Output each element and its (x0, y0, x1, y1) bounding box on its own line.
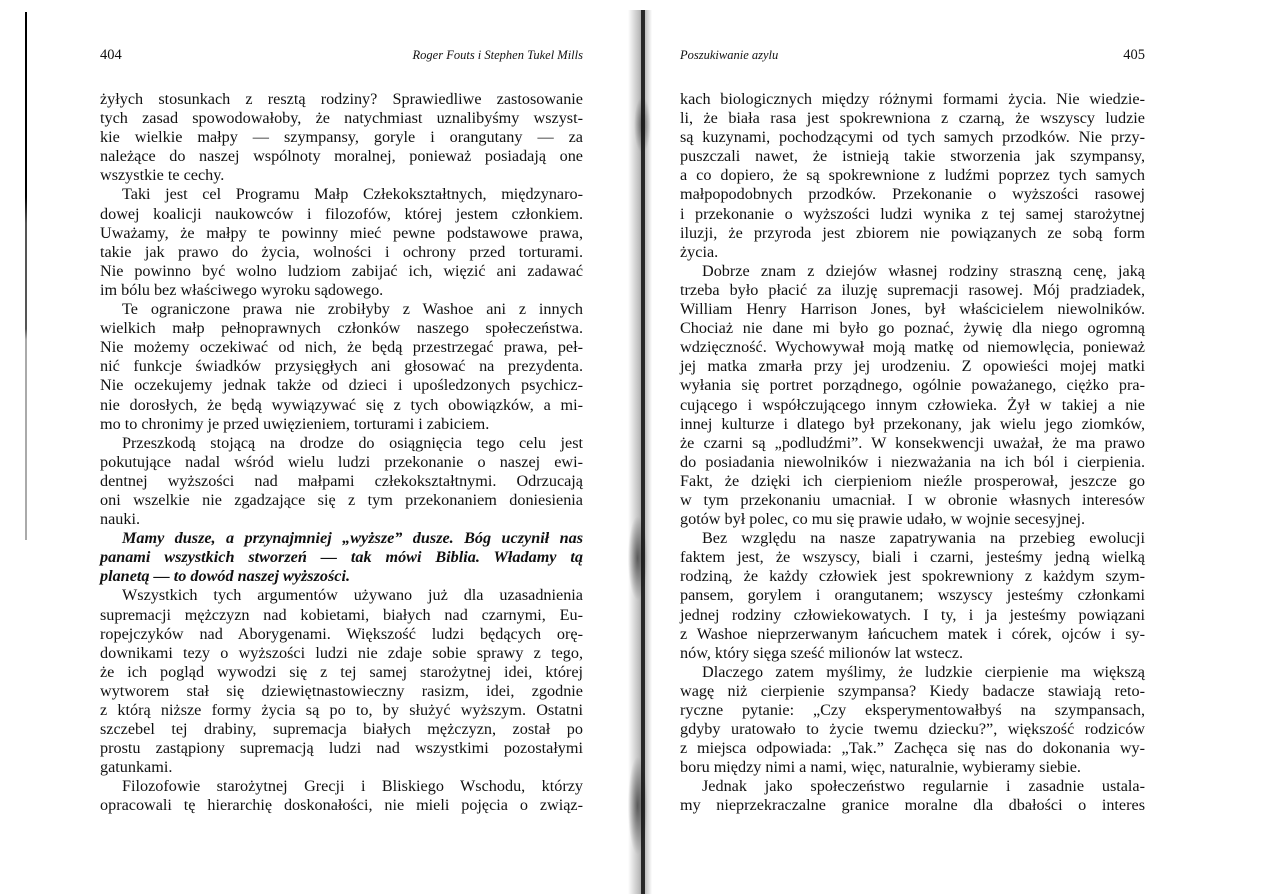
text-line: Te ograniczone prawa nie zrobiłyby z Washoe ani z innych (122, 300, 583, 319)
text-line: Filozofowie starożytnej Grecji i Bliskiego Wschodu, którzy (122, 777, 583, 796)
text-line: Mamy dusze, a przynajmniej „wyższe” dusze. Bóg uczynił nas (122, 529, 583, 548)
text-line: a co dopiero, że są spokrewnione z ludźmi poprzez tych samych (680, 166, 1145, 185)
text-line: im bólu bez właściwego wyroku sądowego. (100, 280, 384, 299)
text-line: są kuzynami, pochodzącymi od tych samych przodków. Nie przy- (680, 128, 1145, 147)
text-line: ropejczyków nad Aborygenami. Większość ludzi będących orę- (100, 624, 583, 643)
text-line: Bez względu na nasze zapatrywania na przebieg ewolucji (702, 529, 1145, 548)
text-line: żyłych stosunkach z resztą rodziny? Sprawiedliwe zastosowanie (100, 90, 583, 108)
text-line: wytworem stał się dziewiętnastowieczny rasizm, idei, zgodnie (100, 681, 583, 700)
right-running-title: Poszukiwanie azylu (680, 48, 779, 62)
text-line: że ich pogląd wywodzi się z tej samej starożytnej idei, której (100, 662, 583, 681)
text-line: nauki. (100, 510, 141, 529)
text-line: iluzji, że przyroda jest zbiorem nie powiązanych ze sobą form (680, 223, 1145, 242)
text-line: William Henry Harrison Jones, był właścicielem niewolników. (680, 300, 1145, 319)
text-line: wagę niż cierpienie szympansa? Kiedy badacze stawiają reto- (680, 681, 1145, 700)
left-running-title: Roger Fouts i Stephen Tukel Mills (412, 48, 583, 62)
text-line: wielkich małp pełnoprawnych członków naszego społeczeństwa. (100, 319, 583, 338)
text-line: tych zasad spowodowałoby, że natychmiast uznalibyśmy wszyst- (100, 109, 583, 128)
text-line: faktem jest, że wszyscy, biali i czarni, jesteśmy jedną wielką (680, 548, 1145, 567)
text-line: kach biologicznych między różnymi formami życia. Nie wiedzie- (680, 90, 1145, 108)
spine-gutter-line (641, 10, 645, 894)
text-line: pokutujące nadal wśród wielu ludzi przekonanie o naszej ewi- (100, 452, 583, 471)
text-line: z miejsca odpowiada: „Tak.” Zachęca się nas do dokonania wy- (680, 739, 1145, 758)
right-running-head (680, 47, 1145, 65)
text-line: wyłania się portret porządnego, ogólnie poważanego, ciężko pra- (680, 376, 1145, 395)
text-line: my nieprzekraczalne granice moralne dla dbałości o interes (680, 796, 1145, 815)
text-line: gatunkami. (100, 758, 173, 777)
text-line: pansem, gorylem i orangutanem; wszyscy jesteśmy członkami (680, 586, 1145, 605)
text-line: panami wszystkich stworzeń — tak mówi Biblia. Władamy tą (100, 548, 583, 567)
text-line: szczebel tej drabiny, supremacja białych mężczyzn, został po (100, 720, 583, 739)
text-line: supremacji mężczyzn nad kobietami, białych nad czarnymi, Eu- (100, 605, 583, 624)
text-line: z Washoe nieprzerwanym łańcuchem matek i córek, ojców i sy- (680, 624, 1145, 643)
text-line: Fakt, że dzięki ich cierpieniom nieźle prosperował, jeszcze go (680, 471, 1145, 490)
text-line: gdyby uratowało to życie twemu dziecku?”, większość rodziców (680, 720, 1145, 739)
text-line: nić funkcje świadków przysięgłych ani głosować na prezydenta. (100, 357, 583, 376)
text-line: wszystkie te cechy. (100, 166, 225, 185)
text-line: że czarni są „podludźmi”. W konsekwencji uważał, że ma prawo (680, 433, 1145, 452)
text-line: Wszystkich tych argumentów używano już dla uzasadnienia (122, 586, 583, 605)
text-line: należące do naszej wspólnoty moralnej, ponieważ posiadają one (100, 147, 583, 166)
text-line: Nie możemy oczekiwać od nich, że będą przestrzegać prawa, peł- (100, 338, 583, 357)
text-line: li, że biała rasa jest spokrewniona z czarną, że wszyscy ludzie (680, 109, 1145, 128)
text-line: Taki jest cel Programu Małp Człekokształtnych, międzynaro- (122, 185, 583, 204)
right-page-body (680, 90, 1145, 816)
text-line: cującego i współczującego innym człowieka. Żył w takiej a nie (680, 395, 1145, 414)
text-line: gotów był polec, co mu się prawie udało, w wojnie secesyjnej. (680, 510, 1086, 529)
text-line: trzeba było płacić za iluzję supremacji rasowej. Mój pradziadek, (680, 280, 1145, 299)
text-line: boru między nimi a nami, więc, naturalnie, wybieramy siebie. (680, 758, 1081, 777)
right-page-number: 405 (1123, 47, 1145, 63)
text-line: prostu zastąpiony supremacją ludzi nad wszystkimi pozostałymi (100, 739, 583, 758)
left-page-body (100, 90, 583, 816)
text-line: nów, który sięga sześć milionów lat wstecz. (680, 643, 964, 662)
text-line: i przekonanie o wyższości ludzi wynika z tej samej starożytnej (680, 204, 1145, 223)
text-line: w tym przekonaniu umacniał. I w obronie własnych interesów (680, 490, 1145, 509)
text-line: rodziną, że każdy człowiek jest spokrewniony z każdym szym- (680, 567, 1145, 586)
text-line: jej matka zmarła przy jej urodzeniu. Z opowieści mojej matki (680, 357, 1145, 376)
text-line: Dlaczego zatem myślimy, że ludzkie cierpienie ma większą (702, 662, 1145, 681)
left-running-head (100, 47, 583, 65)
text-line: dowej koalicji naukowców i filozofów, której jestem członkiem. (100, 204, 583, 223)
left-page-number: 404 (100, 47, 122, 63)
text-line: puszczali nawet, że istnieją takie stworzenia jak szympansy, (680, 147, 1145, 166)
text-line: mo to chronimy je przed uwięzieniem, torturami i zabiciem. (100, 414, 490, 433)
text-line: życia. (680, 242, 719, 261)
scan-edge-line (25, 12, 27, 540)
text-line: jednej rodziny człowiekowatych. I ty, i ja jesteśmy powiązani (680, 605, 1145, 624)
text-line: Przeszkodą stojącą na drodze do osiągnięcia tego celu jest (122, 433, 583, 452)
text-line: kie wielkie małpy — szympansy, goryle i orangutany — za (100, 128, 583, 147)
text-line: Dobrze znam z dziejów własnej rodziny straszną cenę, jaką (702, 261, 1145, 280)
text-line: Nie powinno być wolno ludziom zabijać ich, więzić ani zadawać (100, 261, 583, 280)
text-line: z którą niższe formy życia są po to, by służyć wyższym. Ostatni (100, 701, 583, 719)
text-line: innej kulturze i dlatego był przekonany, jak wielu jego ziomków, (680, 414, 1145, 433)
text-line: dentnej wyższości nad małpami człekokształtnymi. Odrzucają (100, 471, 583, 490)
text-line: Chociaż nie dane mi było go poznać, żywię dla niego ogromną (680, 319, 1145, 338)
text-line: ryczne pytanie: „Czy eksperymentowałbyś na szympansach, (680, 701, 1145, 719)
text-line: Nie oczekujemy jednak także od dzieci i upośledzonych psychicz- (100, 376, 583, 395)
text-line: oni wszelkie nie zgadzające się z tym przekonaniem doniesienia (100, 490, 583, 509)
text-line: wdzięczność. Wychowywał moją matkę od niemowlęcia, ponieważ (680, 338, 1145, 357)
text-line: do posiadania niewolników i niezważania na ich ból i cierpienia. (680, 452, 1145, 471)
text-line: Jednak jako społeczeństwo regularnie i zasadnie ustala- (702, 777, 1145, 796)
text-line: downikami tezy o wyższości ludzi nie zdaje sobie sprawy z tego, (100, 643, 583, 662)
text-line: małpopodobnych przodków. Przekonanie o wyższości rasowej (680, 185, 1145, 204)
text-line: planetą — to dowód naszej wyższości. (100, 567, 351, 586)
text-line: takie jak prawo do życia, wolności i ochrony przed torturami. (100, 242, 583, 261)
text-line: nie dorosłych, że będą wywiązywać się z tych obowiązków, a mi- (100, 395, 583, 414)
text-line: Uważamy, że małpy te powinny mieć pewne podstawowe prawa, (100, 223, 583, 242)
spine-shade (628, 10, 652, 894)
text-line: opracowali tę hierarchię doskonałości, nie mieli pojęcia o związ- (100, 796, 583, 815)
book-spine-shadow (628, 10, 652, 894)
